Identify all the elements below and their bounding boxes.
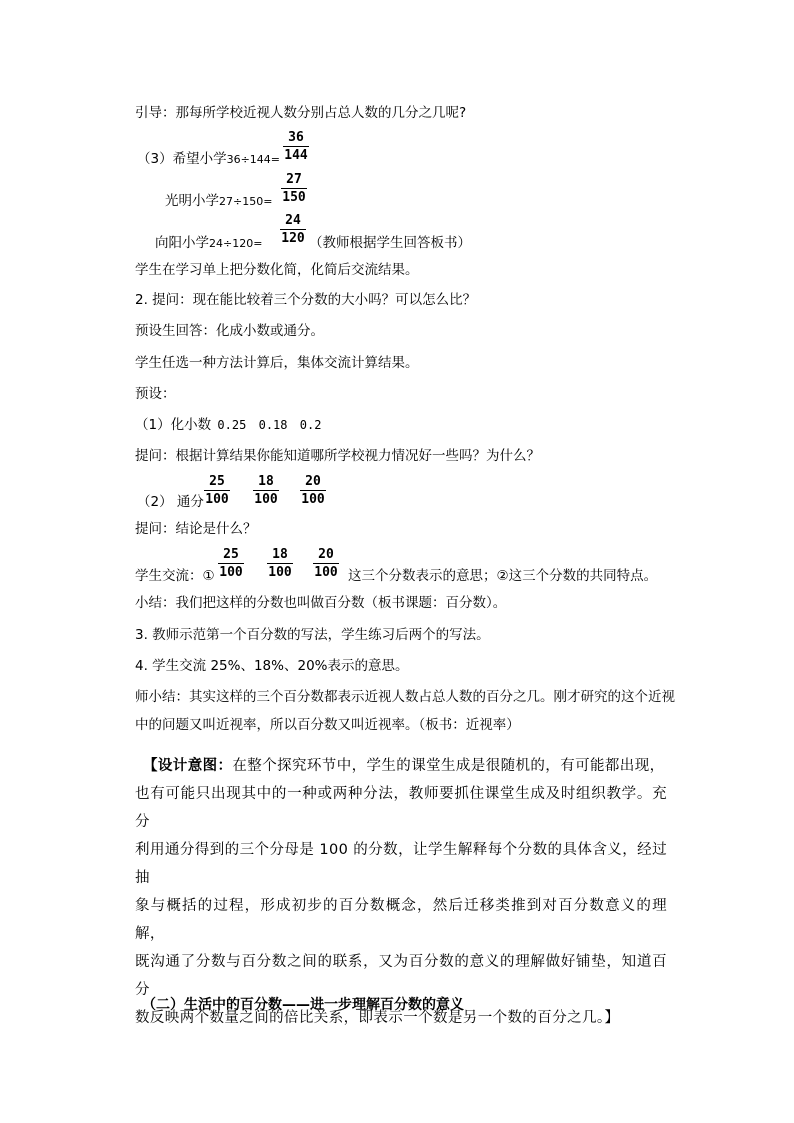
summary-text: 小结：我们把这样的分数也叫做百分数（板书课题：百分数）。 [135, 595, 507, 611]
fraction-xiangyang [280, 212, 306, 247]
teacher-summary-line-1: 师小结：其实这样的三个百分数都表示近视人数占总人数的百分之几。刚才研究的这个近视 [135, 689, 675, 705]
school-name: 希望小学 [172, 151, 227, 167]
section-title: （二）生活中的百分数——进一步理解百分数的意义 [142, 997, 464, 1013]
design-intent-line: 也有可能只出现其中的一种或两种分法，教师要抓住课堂生成及时组织教学。充分 [135, 786, 667, 830]
item-3: 3. 教师示范第一个百分数的写法，学生练习后两个的写法。 [135, 627, 490, 643]
school-name: 向阳小学 [155, 235, 209, 251]
denominator: 100 [268, 565, 292, 580]
design-intent-text: 在整个探究环节中，学生的课堂生成是很随机的，有可能都出现， [232, 758, 665, 774]
decimal-value: 0.18 [258, 418, 288, 432]
decimal-label: （1）化小数 [135, 417, 212, 433]
school-name: 光明小学 [165, 193, 219, 209]
intro-question: 引导：那每所学校近视人数分别占总人数的几分之几呢? [135, 105, 467, 121]
denominator: 100 [219, 565, 243, 580]
item-4: 4. 学生交流 25%、18%、20%表示的意思。 [135, 658, 409, 674]
fraction-common-1 [204, 473, 230, 508]
common-denominator-label: （2） 通分 [137, 494, 204, 510]
numerator: 27 [286, 172, 302, 187]
decimal-method [135, 416, 321, 434]
school-calc-hope [137, 150, 280, 169]
board-note: （教师根据学生回答板书） [309, 235, 471, 251]
design-intent-line: 既沟通了分数与百分数之间的联系，又为百分数的意义的理解做好铺垫，知道百分 [135, 954, 667, 998]
design-intent-line [135, 752, 667, 780]
numerator: 20 [305, 474, 321, 489]
school-calc-guangming [165, 192, 272, 211]
school-calc-xiangyang [155, 234, 262, 253]
conclusion-question: 提问：结论是什么？ [135, 521, 257, 537]
fraction-guangming [281, 171, 307, 206]
choose-method: 学生任选一种方法计算后，集体交流计算结果。 [135, 355, 419, 371]
denominator: 100 [314, 565, 338, 580]
preset-label: 预设： [135, 386, 176, 402]
fraction-exchange-2 [267, 546, 293, 581]
division-expression: 36÷144= [226, 153, 281, 166]
question-2: 2. 提问：现在能比较着三个分数的大小吗？可以怎么比？ [135, 292, 477, 308]
decimal-value: 0.2 [299, 418, 322, 432]
numerator: 24 [285, 213, 301, 228]
denominator: 100 [301, 492, 325, 507]
division-expression: 27÷150= [219, 195, 273, 208]
teacher-summary-line-2: 中的问题又叫近视率，所以百分数又叫近视率。（板书：近视率） [135, 717, 520, 733]
decimal-value: 0.25 [217, 418, 247, 432]
fraction-exchange-1 [218, 546, 244, 581]
simplify-text: 学生在学习单上把分数化简，化简后交流结果。 [135, 262, 419, 278]
expected-answer: 预设生回答：化成小数或通分。 [135, 323, 324, 339]
denominator: 100 [205, 492, 229, 507]
fraction-hope [283, 129, 309, 164]
design-intent [135, 752, 667, 1032]
denominator: 150 [282, 190, 306, 205]
exchange-suffix: 这三个分数表示的意思；②这三个分数的共同特点。 [348, 568, 658, 584]
item-number: （3） [137, 151, 173, 167]
numerator: 25 [223, 547, 239, 562]
numerator: 36 [288, 130, 304, 145]
division-expression: 24÷120= [209, 237, 263, 250]
fraction-exchange-3 [313, 546, 339, 581]
denominator: 100 [254, 492, 278, 507]
exchange-prefix: 学生交流：① [135, 568, 215, 584]
vision-question: 提问：根据计算结果你能知道哪所学校视力情况好一些吗？为什么？ [135, 448, 540, 464]
fraction-common-2 [253, 473, 279, 508]
design-intent-line: 利用通分得到的三个分母是 100 的分数，让学生解释每个分数的具体含义，经过抽 [135, 842, 667, 886]
numerator: 18 [258, 474, 274, 489]
design-intent-heading: 【设计意图： [143, 758, 233, 774]
numerator: 18 [272, 547, 288, 562]
design-intent-line: 象与概括的过程，形成初步的百分数概念，然后迁移类推到对百分数意义的理解， [135, 898, 667, 942]
denominator: 120 [281, 231, 305, 246]
fraction-common-3 [300, 473, 326, 508]
design-intent-line: 数反映两个数量之间的倍比关系，即表示一个数是另一个数的百分之几。】 [135, 1010, 620, 1026]
denominator: 144 [284, 148, 308, 163]
numerator: 25 [209, 474, 225, 489]
numerator: 20 [318, 547, 334, 562]
